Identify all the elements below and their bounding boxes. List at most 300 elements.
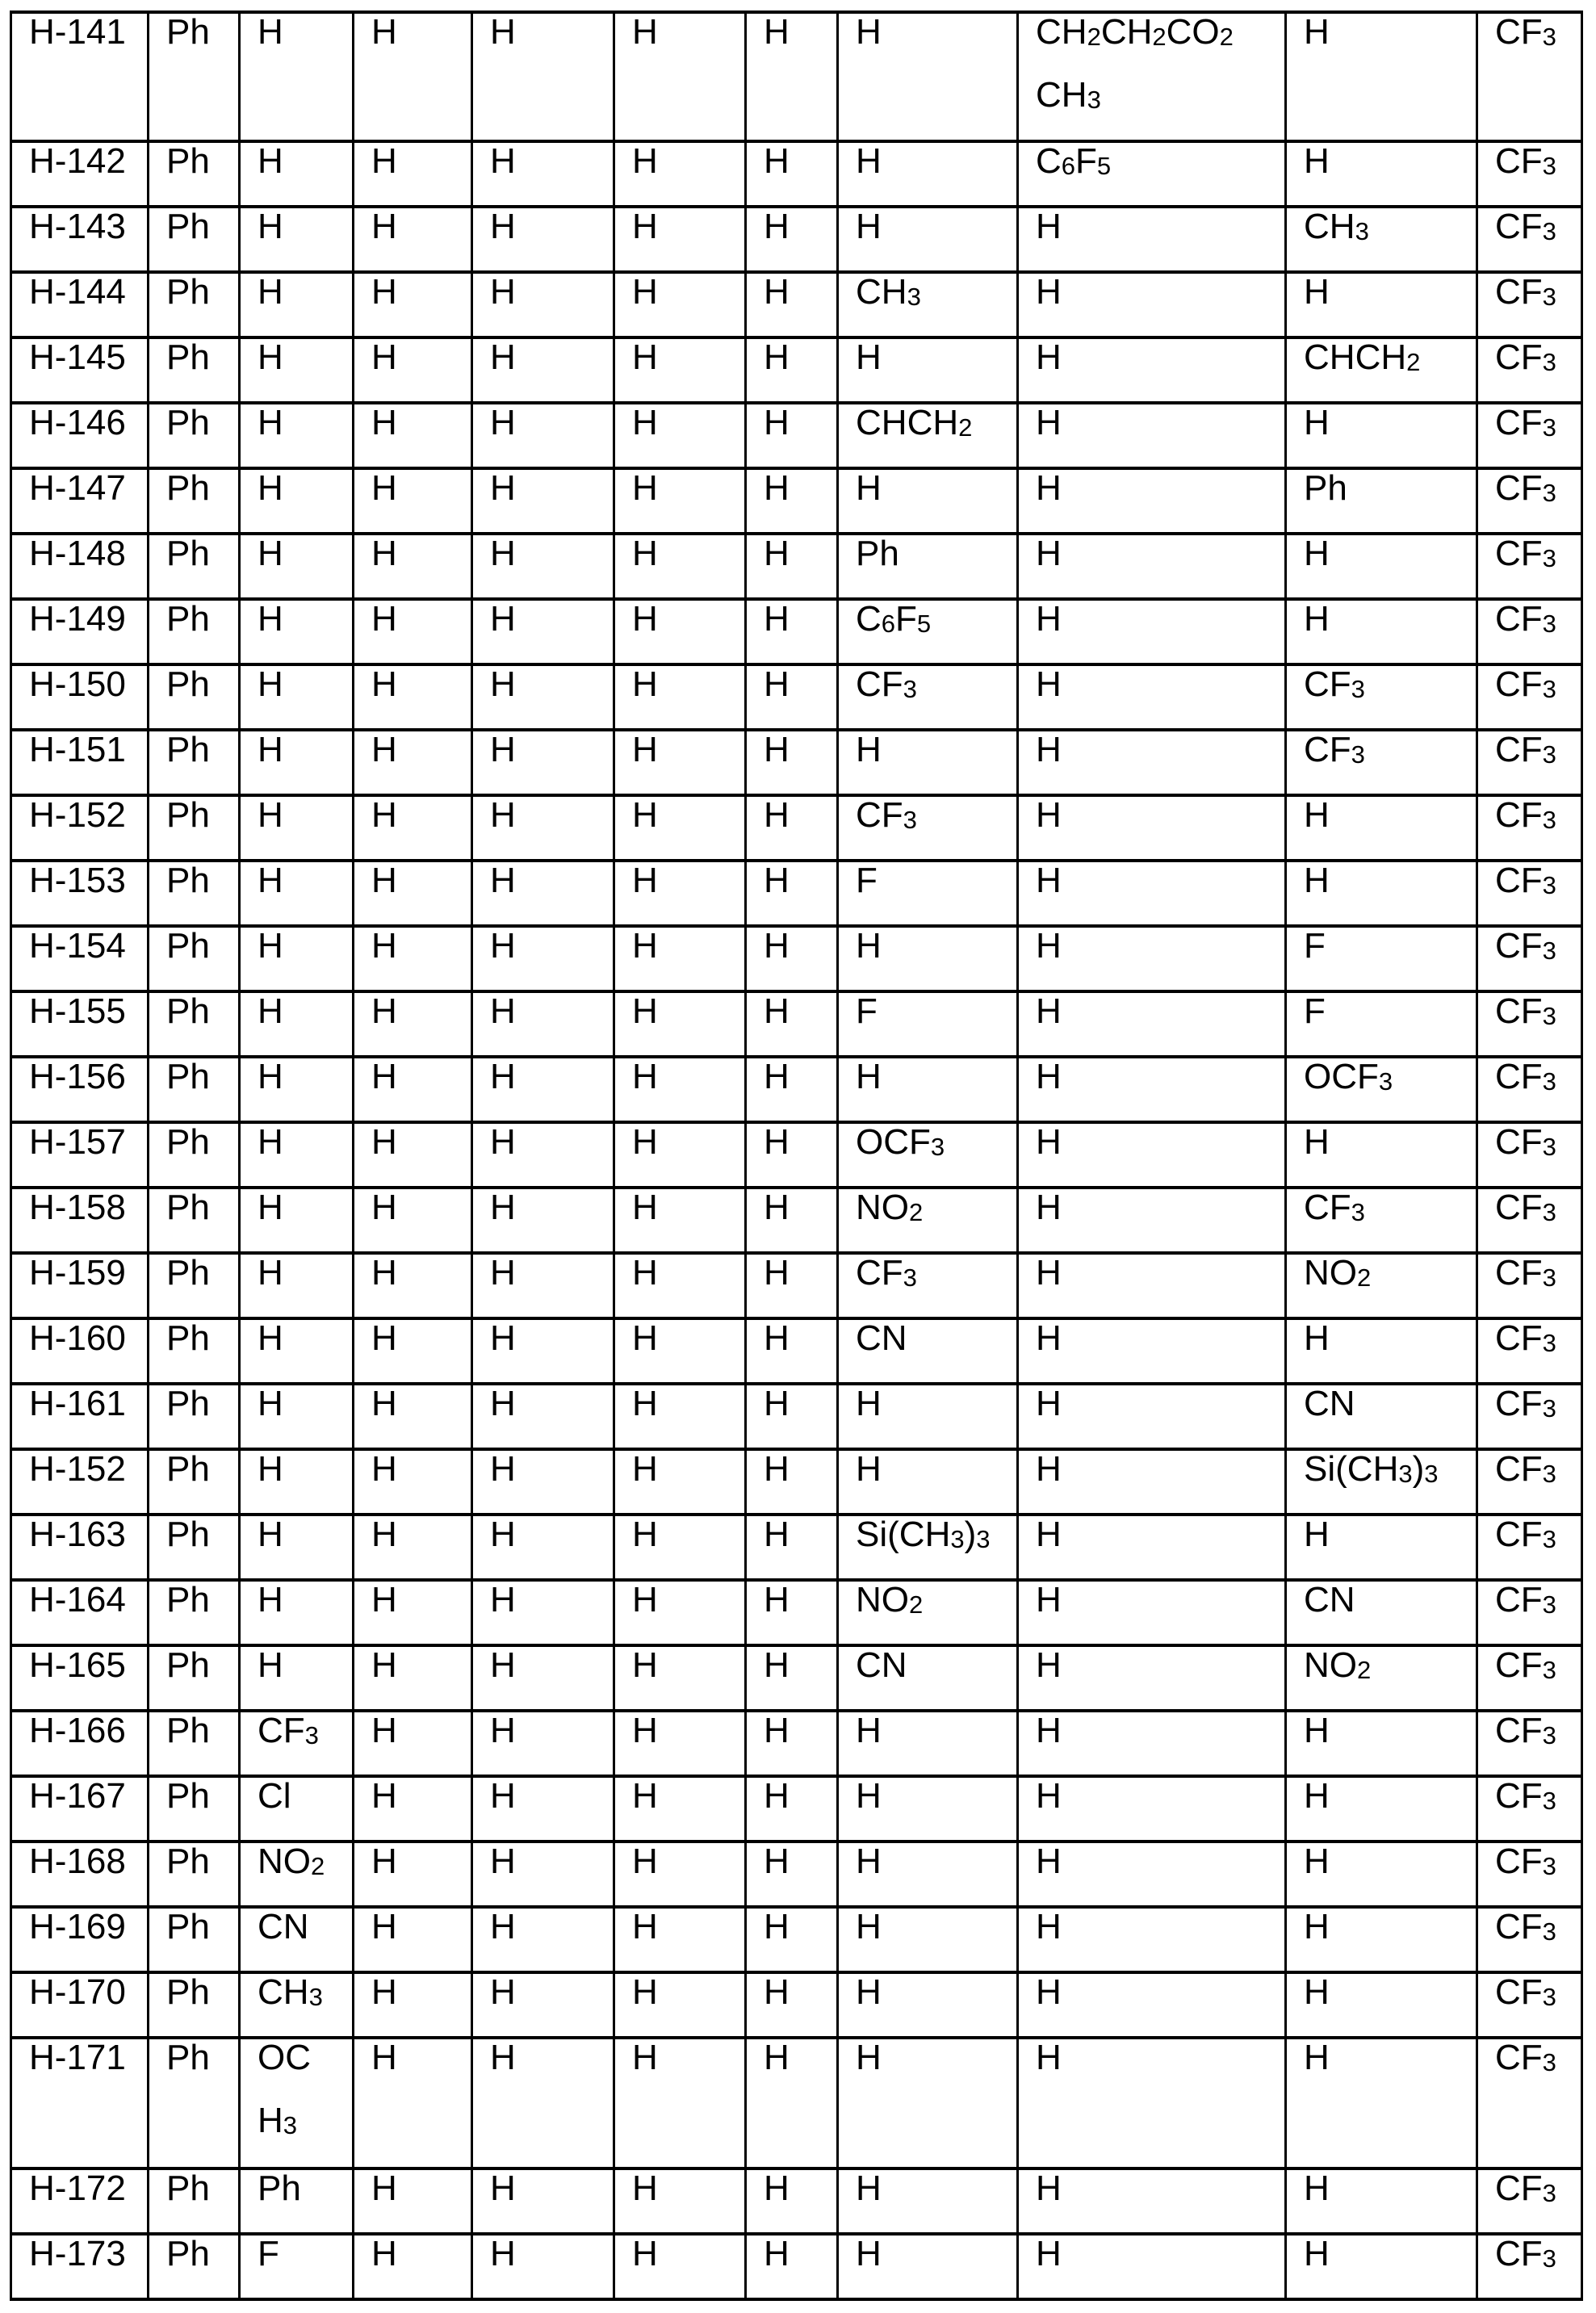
cell-text-line: CN xyxy=(258,1907,309,1946)
cell-text-line: $CF_3$ xyxy=(1495,991,1556,1031)
cell-text xyxy=(1495,261,1581,324)
cell-text xyxy=(258,1634,352,1697)
cell-text xyxy=(166,1569,238,1632)
cell-text xyxy=(166,1176,238,1239)
cell-text xyxy=(856,1503,1016,1566)
cell-text-line: H-142 xyxy=(29,141,126,181)
cell-text xyxy=(856,130,1016,193)
cell-text-line: H xyxy=(632,599,658,639)
substituent-cell xyxy=(241,2235,354,2298)
substituent-cell xyxy=(354,2235,473,2298)
cell-text xyxy=(1304,130,1476,193)
cell-text-line: H xyxy=(1036,337,1062,377)
cell-text xyxy=(856,1765,1016,1828)
cell-text xyxy=(1495,1438,1581,1501)
cell-text-line: H xyxy=(764,1972,790,2012)
cell-text-line: $CH_3$ xyxy=(1036,75,1101,115)
cell-text xyxy=(1304,1372,1476,1435)
cell-text xyxy=(1495,1,1581,64)
cell-text xyxy=(258,2223,352,2286)
cell-text xyxy=(1304,1765,1476,1828)
cell-text xyxy=(1495,457,1581,520)
cell-text xyxy=(632,588,744,651)
cell-text xyxy=(764,392,836,455)
cell-text xyxy=(371,1111,471,1174)
cell-text xyxy=(632,980,744,1043)
cell-text xyxy=(371,1896,471,1959)
cell-text xyxy=(258,1699,352,1762)
cell-text xyxy=(1036,195,1284,258)
cell-text-line: H xyxy=(490,1645,516,1685)
cell-text-line: H xyxy=(1036,991,1062,1031)
cell-text xyxy=(764,1045,836,1108)
cell-text-line: H xyxy=(371,1776,397,1816)
cell-text xyxy=(29,588,147,651)
cell-text-line: H-141 xyxy=(29,12,126,52)
cell-text xyxy=(856,1569,1016,1632)
cell-text-line: F xyxy=(1304,991,1326,1031)
cell-text xyxy=(258,1242,352,1305)
cell-text xyxy=(1495,1699,1581,1762)
cell-text-line: Ph xyxy=(166,468,210,508)
substituent-cell xyxy=(241,14,354,140)
cell-text xyxy=(856,849,1016,912)
cell-text-line: H-161 xyxy=(29,1384,126,1423)
cell-text-line: H xyxy=(1036,1711,1062,1750)
cell-text xyxy=(490,849,613,912)
cell-text xyxy=(764,849,836,912)
cell-text-line: $CF_3$ xyxy=(1495,1449,1556,1489)
cell-text xyxy=(856,2157,1016,2220)
cell-text xyxy=(1036,1569,1284,1632)
cell-text-line: H-144 xyxy=(29,272,126,312)
subscript: 3 xyxy=(1351,740,1365,769)
cell-text xyxy=(764,1176,836,1239)
cell-text xyxy=(1304,1896,1476,1959)
cell-text-line: H-171 xyxy=(29,2038,126,2077)
cell-text xyxy=(1304,326,1476,389)
cell-text xyxy=(166,1438,238,1501)
cell-text-line: H-148 xyxy=(29,534,126,573)
cell-text xyxy=(856,261,1016,324)
cell-text-line: H xyxy=(258,1057,283,1096)
cell-text xyxy=(632,849,744,912)
cell-text-line: H xyxy=(490,1842,516,1881)
substituent-cell xyxy=(241,2039,354,2167)
cell-text-line: H xyxy=(1304,1318,1330,1358)
cell-text-line: Ph xyxy=(166,1515,210,1554)
cell-text-line: H xyxy=(490,664,516,704)
cell-text xyxy=(632,784,744,847)
cell-text-line: Ph xyxy=(166,1188,210,1227)
cell-text-line: H xyxy=(490,1972,516,2012)
cell-text-line: F xyxy=(258,2234,279,2273)
cell-text-line: H xyxy=(632,2038,658,2077)
cell-text-line: H-153 xyxy=(29,861,126,900)
cell-text xyxy=(371,2223,471,2286)
cell-text-line: H xyxy=(490,207,516,246)
cell-text xyxy=(371,1765,471,1828)
cell-text xyxy=(371,1372,471,1435)
cell-text xyxy=(1304,1699,1476,1762)
cell-text-line: H xyxy=(856,1842,882,1881)
cell-text-line: H xyxy=(1304,141,1330,181)
substituent-cell xyxy=(839,2235,1019,2298)
cell-text-line: H xyxy=(764,1645,790,1685)
cell-text xyxy=(166,1503,238,1566)
cell-text-line: H xyxy=(1304,1972,1330,2012)
cell-text xyxy=(764,1830,836,1893)
cell-text-line: H xyxy=(371,468,397,508)
cell-text-line: H xyxy=(632,861,658,900)
cell-text-line: H xyxy=(764,1318,790,1358)
cell-text-line: H-164 xyxy=(29,1580,126,1620)
cell-text-line: Ph xyxy=(166,403,210,442)
cell-text xyxy=(1495,719,1581,781)
cell-text xyxy=(29,1503,147,1566)
subscript: 6 xyxy=(881,610,896,639)
cell-text xyxy=(166,1634,238,1697)
cell-text-line: H xyxy=(856,337,882,377)
cell-text xyxy=(764,915,836,978)
cell-text xyxy=(1036,457,1284,520)
cell-text xyxy=(1495,2026,1581,2089)
cell-text-line: H xyxy=(1304,1711,1330,1750)
substituent-cell xyxy=(747,14,839,140)
cell-text xyxy=(258,2157,352,2220)
cell-text xyxy=(166,522,238,585)
cell-text-line: H xyxy=(1304,403,1330,442)
cell-text xyxy=(1495,1830,1581,1893)
cell-text-line: H xyxy=(1036,1645,1062,1685)
cell-text xyxy=(856,522,1016,585)
cell-text-line: H xyxy=(490,337,516,377)
cell-text-line: $CF_3$ xyxy=(1495,1253,1556,1293)
cell-text-line: H xyxy=(371,599,397,639)
cell-text xyxy=(764,719,836,781)
cell-text xyxy=(1036,1961,1284,2024)
cell-text-line: H xyxy=(1304,2038,1330,2077)
cell-text xyxy=(764,980,836,1043)
cell-text xyxy=(166,1765,238,1828)
cell-text-line: H xyxy=(1036,1842,1062,1881)
cell-text-line: H xyxy=(856,141,882,181)
cell-text xyxy=(856,1372,1016,1435)
cell-text xyxy=(258,1765,352,1828)
cell-text xyxy=(764,1765,836,1828)
cell-text xyxy=(1495,1242,1581,1305)
cell-text-line: H-167 xyxy=(29,1776,126,1816)
cell-text-line: F xyxy=(1304,926,1326,966)
cell-text xyxy=(1304,1569,1476,1632)
cell-text-line: Ph xyxy=(166,272,210,312)
cell-text-line: H xyxy=(632,1842,658,1881)
cell-text-line: H-173 xyxy=(29,2234,126,2273)
cell-text-line: H xyxy=(1036,1776,1062,1816)
cell-text-line: CN xyxy=(856,1645,907,1685)
substituent-cell xyxy=(1287,14,1478,140)
cell-text xyxy=(1036,1699,1284,1762)
cell-text xyxy=(371,1634,471,1697)
cell-text xyxy=(632,719,744,781)
cell-text xyxy=(371,849,471,912)
cell-text-line: $CF_3$ xyxy=(1495,468,1556,508)
cell-text-line: H xyxy=(258,468,283,508)
cell-text-line: H xyxy=(764,337,790,377)
cell-text-line: H-145 xyxy=(29,337,126,377)
subscript: 3 xyxy=(1542,413,1556,442)
cell-text xyxy=(371,1503,471,1566)
cell-text xyxy=(764,1569,836,1632)
cell-text-line: H xyxy=(258,1122,283,1162)
substituent-cell xyxy=(149,2235,241,2298)
cell-text-line: H xyxy=(632,795,658,835)
cell-text xyxy=(258,261,352,324)
cell-text-line: H xyxy=(856,207,882,246)
cell-text xyxy=(490,2026,613,2089)
cell-text-line: H xyxy=(1036,730,1062,769)
cell-text xyxy=(1304,980,1476,1043)
cell-text-line: H xyxy=(490,2168,516,2208)
cell-text-line: H xyxy=(1304,1122,1330,1162)
cell-text-line: H-165 xyxy=(29,1645,126,1685)
cell-text-line: Ph xyxy=(166,2168,210,2208)
cell-text xyxy=(1304,392,1476,455)
cell-text-line: $CF_3$ xyxy=(1495,730,1556,769)
cell-text-line: H xyxy=(764,1057,790,1096)
cell-text-line: H-163 xyxy=(29,1515,126,1554)
cell-text-line: H-168 xyxy=(29,1842,126,1881)
cell-text-line: $CF_3$ xyxy=(1495,1645,1556,1685)
cell-text xyxy=(29,915,147,978)
cell-text-line: $CF_3$ xyxy=(1495,861,1556,900)
cell-text xyxy=(371,326,471,389)
cell-text xyxy=(764,588,836,651)
cell-text-line: $NO_2$ xyxy=(1304,1253,1372,1293)
cell-text-line: H-158 xyxy=(29,1188,126,1227)
substituent-cell xyxy=(473,14,615,140)
cell-text-line: $CF_3$ xyxy=(1495,1318,1556,1358)
cell-text xyxy=(29,2223,147,2286)
cell-text-line: H xyxy=(632,1515,658,1554)
cell-text xyxy=(258,1569,352,1632)
cell-text xyxy=(1304,522,1476,585)
substituent-cell xyxy=(1478,14,1583,140)
cell-text xyxy=(1036,1830,1284,1893)
cell-text xyxy=(29,2026,147,2089)
cell-text xyxy=(1495,1896,1581,1959)
cell-text-line: H xyxy=(632,991,658,1031)
cell-text-line: H xyxy=(1036,664,1062,704)
substituent-cell xyxy=(615,2039,747,2167)
subscript: 3 xyxy=(308,1983,323,2012)
cell-text xyxy=(1495,1307,1581,1370)
cell-text-line: $NO_2$ xyxy=(856,1580,924,1620)
cell-text-line: F xyxy=(856,861,878,900)
cell-text xyxy=(29,719,147,781)
cell-text-line: H-170 xyxy=(29,1972,126,2012)
cell-text xyxy=(258,457,352,520)
cell-text xyxy=(632,1830,744,1893)
cell-text xyxy=(490,915,613,978)
cell-text-line: $OCF_3$ xyxy=(1304,1057,1393,1096)
cell-text-line: $CF_3$ xyxy=(1304,730,1365,769)
cell-text xyxy=(1495,1961,1581,2024)
cell-text xyxy=(490,1503,613,1566)
cell-text xyxy=(166,2223,238,2286)
cell-text-line: $CF_3$ xyxy=(1495,1057,1556,1096)
cell-text-line: H xyxy=(371,1515,397,1554)
cell-text xyxy=(1036,2026,1284,2089)
cell-text xyxy=(764,1307,836,1370)
cell-text-line: H xyxy=(490,861,516,900)
cell-text-line: H xyxy=(490,1384,516,1423)
cell-text-line: H xyxy=(632,534,658,573)
cell-text-line: $CF_3$ xyxy=(1495,1842,1556,1881)
cell-text xyxy=(1495,2223,1581,2286)
cell-text-line: H xyxy=(371,2038,397,2077)
cell-text xyxy=(166,1242,238,1305)
cell-text-line: H xyxy=(371,1384,397,1423)
cell-text-line: H xyxy=(1304,1515,1330,1554)
cell-text-line: H xyxy=(856,12,882,52)
cell-text-line: H xyxy=(632,1449,658,1489)
cell-text-line: H xyxy=(1036,2234,1062,2273)
cell-text xyxy=(258,980,352,1043)
subscript: 3 xyxy=(1542,1002,1556,1031)
cell-text-line: H xyxy=(1304,2234,1330,2273)
cell-text xyxy=(29,522,147,585)
cell-text xyxy=(166,392,238,455)
subscript: 5 xyxy=(1096,152,1112,181)
cell-text xyxy=(632,1438,744,1501)
cell-text-line: H xyxy=(632,207,658,246)
cell-text xyxy=(29,1242,147,1305)
cell-text-line: H xyxy=(371,926,397,966)
cell-text xyxy=(258,392,352,455)
cell-text xyxy=(1036,1765,1284,1828)
cell-text xyxy=(258,1,352,64)
cell-text xyxy=(856,1634,1016,1697)
cell-text xyxy=(371,1307,471,1370)
substituent-cell xyxy=(1019,2039,1287,2167)
cell-text-line: H xyxy=(371,861,397,900)
subscript: 2 xyxy=(1406,348,1421,377)
cell-text xyxy=(764,326,836,389)
subscript: 3 xyxy=(283,2111,298,2140)
cell-text-line: $CF_3$ xyxy=(1304,1188,1365,1227)
cell-text xyxy=(856,1242,1016,1305)
cell-text xyxy=(29,1111,147,1174)
cell-text xyxy=(632,1896,744,1959)
cell-text xyxy=(1495,2157,1581,2220)
cell-text-line: H xyxy=(856,2038,882,2077)
cell-text-line: H xyxy=(856,1057,882,1096)
cell-text-line: H-166 xyxy=(29,1711,126,1750)
subscript: 3 xyxy=(907,283,921,312)
cell-text-line: $CF_3$ xyxy=(1495,599,1556,639)
cell-text xyxy=(166,261,238,324)
cell-text xyxy=(490,1,613,64)
cell-text-line: H xyxy=(371,1057,397,1096)
cell-text-line: H xyxy=(490,1580,516,1620)
cell-text xyxy=(166,653,238,716)
cell-text xyxy=(29,784,147,847)
cell-text xyxy=(371,195,471,258)
cell-text xyxy=(166,849,238,912)
subscript: 3 xyxy=(903,675,917,704)
cell-text xyxy=(632,1242,744,1305)
cell-text xyxy=(371,392,471,455)
cell-text-line: H xyxy=(258,12,283,52)
cell-text-line: $CF_3$ xyxy=(1495,664,1556,704)
cell-text xyxy=(490,1634,613,1697)
cell-text-line: H xyxy=(490,2038,516,2077)
subscript: 3 xyxy=(1542,937,1556,966)
cell-text xyxy=(1495,915,1581,978)
cell-text-line: $CF_3$ xyxy=(1495,207,1556,246)
cell-text xyxy=(29,1765,147,1828)
cell-text-line: Ph xyxy=(166,926,210,966)
cell-text-line: Ph xyxy=(166,1253,210,1293)
cell-text-line: H xyxy=(1036,1580,1062,1620)
subscript: 2 xyxy=(909,1198,924,1227)
cell-text-line: H xyxy=(1036,1972,1062,2012)
cell-text xyxy=(632,2026,744,2089)
cell-text xyxy=(764,457,836,520)
cell-text xyxy=(258,2026,352,2152)
cell-text-line: Ph xyxy=(166,12,210,52)
cell-text-line: Ph xyxy=(166,795,210,835)
cell-text xyxy=(371,719,471,781)
cell-text xyxy=(166,1307,238,1370)
subscript: 6 xyxy=(1061,152,1076,181)
cell-text xyxy=(490,1242,613,1305)
cell-text xyxy=(764,1896,836,1959)
substituent-cell xyxy=(747,2235,839,2298)
cell-text-line: H xyxy=(490,534,516,573)
cell-text xyxy=(856,1307,1016,1370)
cell-text-line: H xyxy=(1036,861,1062,900)
cell-text xyxy=(1304,2026,1476,2089)
cell-text xyxy=(856,326,1016,389)
cell-text xyxy=(1036,588,1284,651)
cell-text xyxy=(166,719,238,781)
subscript: 3 xyxy=(1542,1852,1556,1881)
cell-text-line: H-154 xyxy=(29,926,126,966)
cell-text xyxy=(166,326,238,389)
cell-text xyxy=(490,261,613,324)
cell-text xyxy=(632,2223,744,2286)
cell-text xyxy=(764,1699,836,1762)
cell-text xyxy=(856,1176,1016,1239)
cell-text xyxy=(1036,1176,1284,1239)
cell-text-line: H xyxy=(856,730,882,769)
compound-id-cell xyxy=(12,2039,149,2167)
subscript: 3 xyxy=(1542,1067,1556,1096)
cell-text-line: Ph xyxy=(166,2038,210,2077)
cell-text xyxy=(856,1896,1016,1959)
subscript: 3 xyxy=(1542,1329,1556,1358)
subscript: 3 xyxy=(903,1263,917,1293)
cell-text xyxy=(1036,1242,1284,1305)
cell-text-line: H xyxy=(258,730,283,769)
cell-text-line: H xyxy=(1036,2038,1062,2077)
cell-text-line: H xyxy=(632,1253,658,1293)
substituent-cell xyxy=(354,14,473,140)
cell-text xyxy=(1495,784,1581,847)
substituent-cell xyxy=(354,2039,473,2167)
